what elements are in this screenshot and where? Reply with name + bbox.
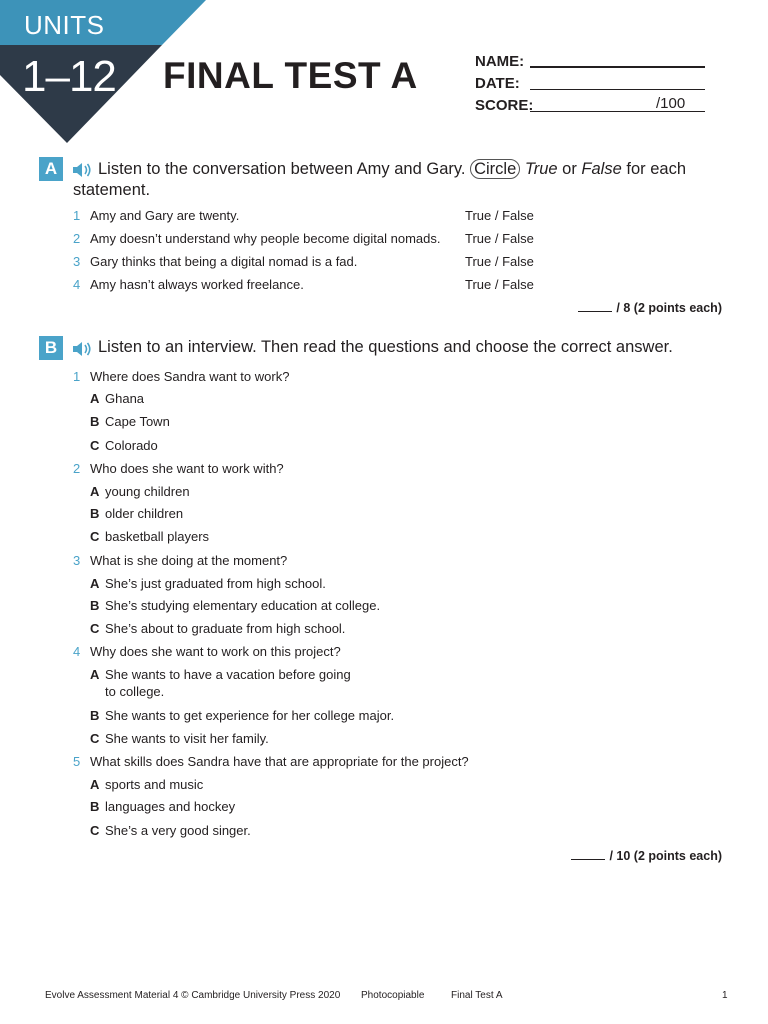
true-false-choice[interactable]: True / False xyxy=(465,254,534,269)
option-letter[interactable]: A xyxy=(90,484,100,499)
audio-icon[interactable] xyxy=(72,341,92,357)
true-false-choice[interactable]: True / False xyxy=(465,231,534,246)
option-letter[interactable]: A xyxy=(90,777,100,792)
footer-copyright: Evolve Assessment Material 4 © Cambridge University Press 2020 xyxy=(45,990,341,1001)
option-letter[interactable]: A xyxy=(90,667,100,682)
true-false-choice[interactable]: True / False xyxy=(465,208,534,223)
option-text[interactable]: She’s studying elementary education at college. xyxy=(105,598,381,613)
option-letter[interactable]: A xyxy=(90,391,100,406)
section-a-instruction-line2: statement. xyxy=(73,181,151,199)
question-number: 3 xyxy=(73,553,81,568)
option-text[interactable]: She’s about to graduate from high school. xyxy=(105,621,346,636)
option-text[interactable]: older children xyxy=(105,506,184,521)
audio-icon[interactable] xyxy=(72,162,92,178)
question-text: What is she doing at the moment? xyxy=(90,553,288,568)
units-label: UNITS xyxy=(24,10,105,40)
question-number: 5 xyxy=(73,754,81,769)
item-number: 4 xyxy=(73,277,81,292)
option-letter[interactable]: A xyxy=(90,576,100,591)
option-text[interactable]: languages and hockey xyxy=(105,799,236,814)
item-number: 2 xyxy=(73,231,81,246)
option-letter[interactable]: B xyxy=(90,708,100,723)
option-text[interactable]: She’s just graduated from high school. xyxy=(105,576,326,591)
footer-test-name: Final Test A xyxy=(451,990,503,1001)
option-text[interactable]: She wants to visit her family. xyxy=(105,731,269,746)
score-max: /100 xyxy=(656,95,686,112)
true-false-choice[interactable]: True / False xyxy=(465,277,534,292)
option-letter[interactable]: B xyxy=(90,506,100,521)
option-letter[interactable]: C xyxy=(90,823,100,838)
option-letter[interactable]: C xyxy=(90,621,100,636)
option-letter[interactable]: C xyxy=(90,438,100,453)
option-text[interactable]: She wants to have a vacation before going xyxy=(105,667,351,682)
question-text: Where does Sandra want to work? xyxy=(90,369,290,384)
date-label: DATE: xyxy=(475,75,520,92)
section-a-score: / 8 (2 points each) xyxy=(578,301,722,315)
score-label: SCORE: xyxy=(475,97,534,114)
question-number: 4 xyxy=(73,644,81,659)
option-text[interactable]: sports and music xyxy=(105,777,204,792)
option-text[interactable]: Ghana xyxy=(105,391,145,406)
option-letter[interactable]: B xyxy=(90,598,100,613)
option-letter[interactable]: C xyxy=(90,529,100,544)
name-field-line[interactable] xyxy=(530,66,705,68)
question-text: What skills does Sandra have that are appropriate for the project? xyxy=(90,754,469,769)
option-text-continued[interactable]: to college. xyxy=(105,684,165,699)
option-text[interactable]: She wants to get experience for her college major. xyxy=(105,708,395,723)
date-field-line[interactable] xyxy=(530,89,705,90)
page-title: FINAL TEST A xyxy=(163,55,418,96)
item-statement: Amy and Gary are twenty. xyxy=(90,208,240,223)
score-blank[interactable] xyxy=(571,859,605,860)
item-statement: Amy doesn’t understand why people become digital nomads. xyxy=(90,231,441,246)
item-statement: Gary thinks that being a digital nomad is a fad. xyxy=(90,254,358,269)
section-b-instruction: Listen to an interview. Then read the questions and choose the correct answer. xyxy=(98,338,673,356)
question-number: 1 xyxy=(73,369,81,384)
item-number: 3 xyxy=(73,254,81,269)
option-text[interactable]: Colorado xyxy=(105,438,158,453)
footer-photocopiable: Photocopiable xyxy=(361,990,425,1001)
section-a-instruction: Listen to the conversation between Amy and Gary. Circle True or False for each xyxy=(98,160,686,178)
option-text[interactable]: She’s a very good singer. xyxy=(105,823,251,838)
units-range: 1–12 xyxy=(22,52,116,101)
question-text: Why does she want to work on this project? xyxy=(90,644,341,659)
section-b-badge: B xyxy=(39,336,63,360)
question-text: Who does she want to work with? xyxy=(90,461,284,476)
page-number: 1 xyxy=(722,990,728,1001)
question-number: 2 xyxy=(73,461,81,476)
option-letter[interactable]: C xyxy=(90,731,100,746)
name-label: NAME: xyxy=(475,53,525,70)
option-letter[interactable]: B xyxy=(90,799,100,814)
option-text[interactable]: Cape Town xyxy=(105,414,170,429)
option-letter[interactable]: B xyxy=(90,414,100,429)
section-b-score: / 10 (2 points each) xyxy=(571,849,722,863)
item-number: 1 xyxy=(73,208,81,223)
option-text[interactable]: basketball players xyxy=(105,529,210,544)
option-text[interactable]: young children xyxy=(105,484,190,499)
score-blank[interactable] xyxy=(578,311,612,312)
section-a-badge: A xyxy=(39,157,63,181)
item-statement: Amy hasn’t always worked freelance. xyxy=(90,277,304,292)
